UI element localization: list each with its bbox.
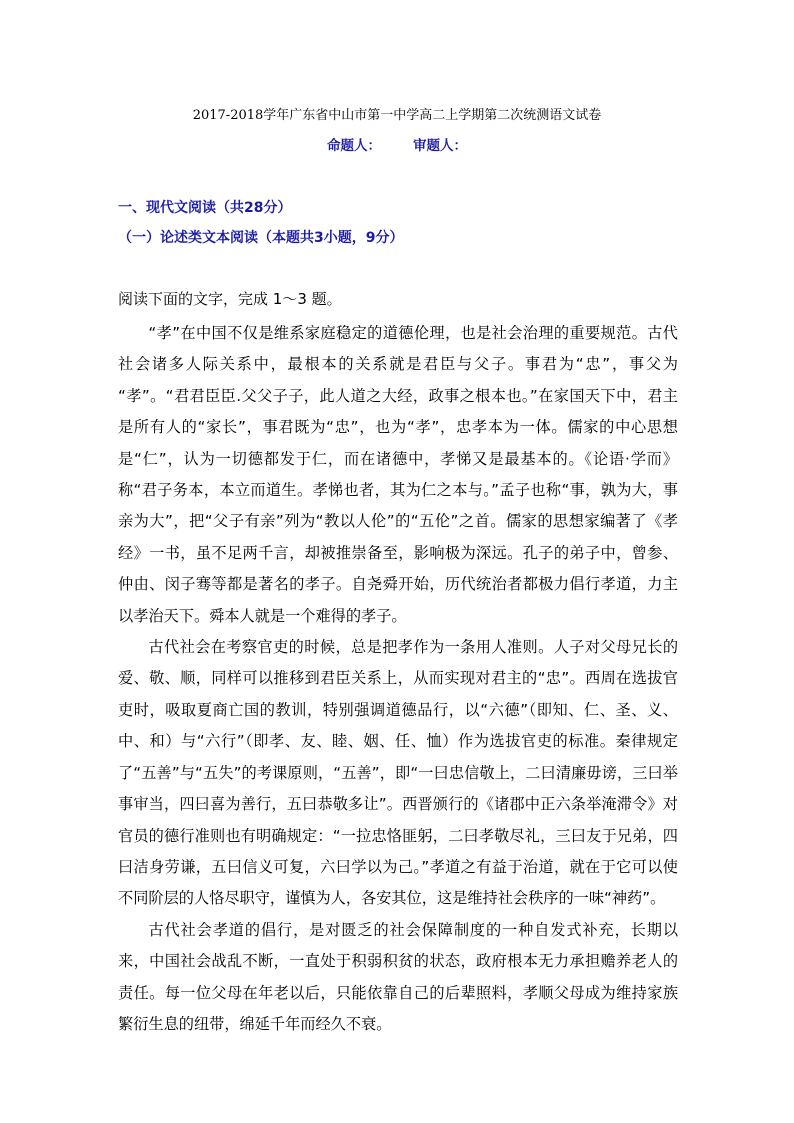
reviewer-label: 审题人： [413,138,467,154]
document-title: 2017-2018学年广东省中山市第一中学高二上学期第二次统测语文试卷 [192,108,602,123]
passage-paragraph: 古代社会孝道的倡行，是对匮乏的社会保障制度的一种自发式补充，长期以来，中国社会战乱不断，一直处于积弱积贫的状态，政府根本无力承担赡养老人的责任。每一位父母在年老以后，只能依靠自己的后辈照料，孝顺父母成为维持家族繁衍生息的纽带，绵延千年而经久不衰。 [118,920,678,1033]
passage-body [118,318,678,1040]
section-heading: 一、现代文阅读（共28分） [118,200,292,216]
reading-instruction: 阅读下面的文字，完成 1～3 题。 [118,290,342,308]
author-label: 命题人： [327,138,381,154]
author-line [0,134,794,154]
passage-paragraph: “孝”在中国不仅是维系家庭稳定的道德伦理，也是社会治理的重要规范。古代社会诸多人际关系中，最根本的关系就是君臣与父子。事君为“忠”，事父为 “孝”。“君君臣臣.父父子子，此人道之大经，政事之根本也。”在家国天下中，君主是所有人的“家长”，事君既为“忠”，也为“孝”，忠孝本为一体。儒家的中心思想是“仁”，认为一切德都发于仁，而在诸德中，孝悌又是最基本的。《论语·学而》称“君子务本，本立而道生。孝悌也者，其为仁之本与。”孟子也称“事，孰为大，事亲为大”，把“父子有亲”列为“教以人伦”的“五伦”之首。儒家的思想家编著了《孝经》一书，虽不足两千言，却被推崇备至，影响极为深远。孔子的弟子中，曾参、仲由、闵子骞等都是著名的孝子。自尧舜开始，历代统治者都极力倡行孝道，力主以孝治天下。舜本人就是一个难得的孝子。 [118,324,678,625]
subsection-heading: （一）论述类文本阅读（本题共3小题，9分） [118,230,404,246]
passage-paragraph: 古代社会在考察官吏的时候，总是把孝作为一条用人准则。人子对父母兄长的爱、敬、顺，同样可以推移到君臣关系上，从而实现对君主的“忠”。西周在选拔官吏时，吸取夏商亡国的教训，特别强调道德品行，以“六德”（即知、仁、圣、义、中、和）与“六行”（即孝、友、睦、姻、任、恤）作为选拔官吏的标准。秦律规定了“五善”与“五失”的考课原则，“五善”，即“一曰忠信敬上，二曰清廉毋谤，三曰举事审当，四曰喜为善行，五曰恭敬多让”。西晋颁行的《诸郡中正六条举淹滞令》对官员的德行准则也有明确规定：“一拉忠恪匪躬，二曰孝敬尽礼，三曰友于兄弟，四曰洁身劳谦，五曰信义可复，六曰学以为己。”孝道之有益于治道，就在于它可以使不同阶层的人恪尽职守，谨慎为人，各安其位，这是维持社会秩序的一味“神药”。 [118,638,678,908]
